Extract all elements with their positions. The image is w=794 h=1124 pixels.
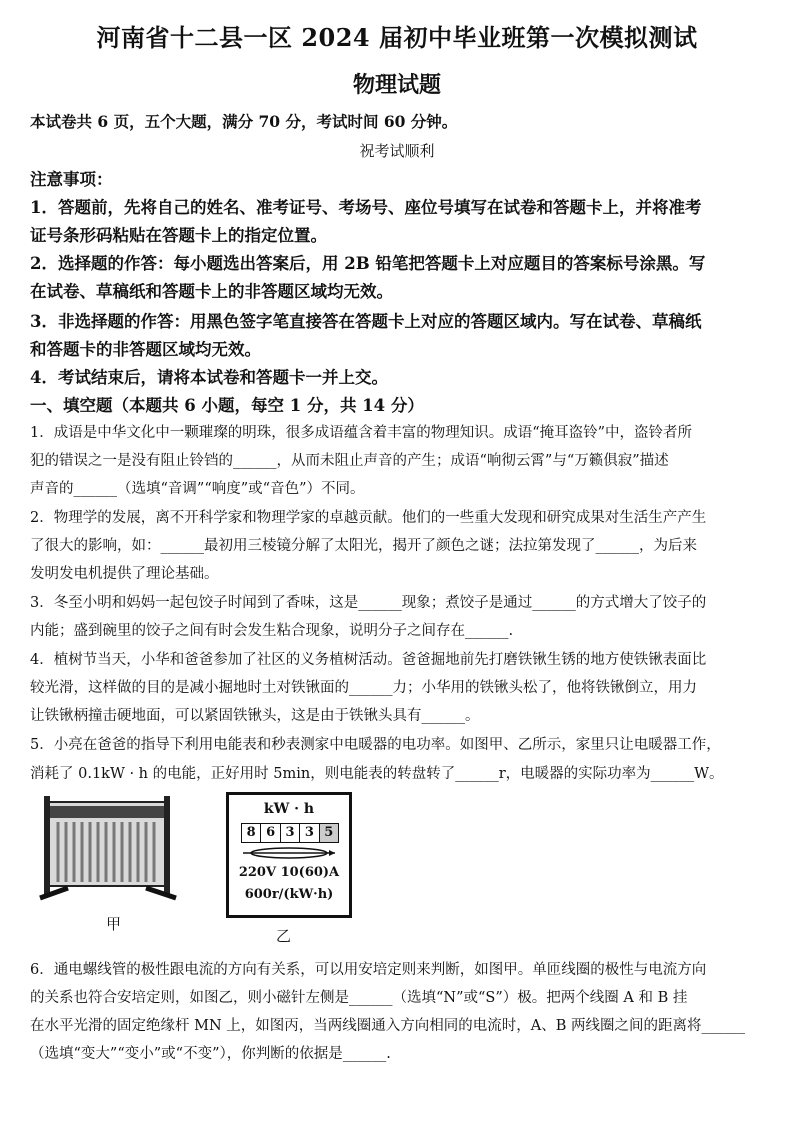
section1-heading: 一、填空题（本题共 6 小题，每空 1 分，共 14 分） — [30, 396, 424, 415]
question-line: 发明发电机提供了理论基础。 — [30, 566, 219, 582]
question-line: 在水平光滑的固定绝缘杆 MN 上，如图丙，当两线圈通入方向相同的电流时，A、B 两线圈之间的距离将______ — [30, 1018, 745, 1034]
notes-line: 在试卷、草稿纸和答题卡上的非答题区域均无效。 — [30, 282, 393, 301]
exam-wish: 祝考试顺利 — [359, 142, 435, 160]
meter-digit: 3 — [281, 824, 300, 842]
notes-line: 4．考试结束后，请将本试卷和答题卡一并上交。 — [30, 368, 388, 387]
question-line: 6．通电螺线管的极性跟电流的方向有关系，可以用安培定则来判断，如图甲。单匝线圈的极性与电流方向 — [30, 962, 707, 978]
exam-subtitle: 物理试题 — [352, 72, 441, 98]
meter-constant: 600r/(kW·h) — [244, 887, 334, 902]
exam-info: 本试卷共 6 页，五个大题，满分 70 分，考试时间 60 分钟。 — [30, 112, 458, 131]
question-line: （选填“变大”“变小”或“不变”），你判断的依据是______. — [30, 1046, 391, 1062]
question-line: 2．物理学的发展，离不开科学家和物理学家的卓越贡献。他们的一些重大发现和研究成果对生活生产产生 — [30, 510, 707, 526]
question-line: 犯的错误之一是没有阻止铃铛的______，从而未阻止声音的产生；成语“响彻云霄”与“万籁俱寂”描述 — [30, 453, 669, 469]
question-line: 声音的______（选填“音调”“响度”或“音色”）不同。 — [30, 481, 365, 497]
meter-disc-icon — [239, 845, 339, 861]
question-line: 的关系也符合安培定则，如图乙，则小磁针左侧是______（选填“N”或“S”）极。把两个线圈 A 和 B 挂 — [30, 990, 688, 1006]
question-line: 4．植树节当天，小华和爸爸参加了社区的义务植树活动。爸爸掘地前先打磨铁锹生锈的地方使铁锹表面比 — [30, 652, 707, 668]
notes-heading: 注意事项： — [30, 170, 113, 189]
meter-label: 乙 — [276, 927, 292, 945]
meter-digit: 5 — [320, 824, 338, 842]
meter-rating: 220V 10(60)A — [238, 865, 340, 880]
notes-line: 和答题卡的非答题区域均无效。 — [30, 340, 261, 359]
notes-line: 3．非选择题的作答：用黑色签字笔直接答在答题卡上对应的答题区域内。写在试卷、草稿纸 — [30, 312, 702, 331]
question-line: 消耗了 0.1kW · h 的电能，正好用时 5min，则电能表的转盘转了______r，电暖器的实际功率为______W。 — [30, 766, 724, 782]
question-line: 了很大的影响，如：______最初用三棱镜分解了太阳光，揭开了颜色之谜；法拉第发现了______，为后来 — [30, 538, 697, 554]
exam-title: 河南省十二县一区 2024 届初中毕业班第一次模拟测试 — [96, 23, 698, 52]
heater-label: 甲 — [106, 915, 122, 933]
question-line: 较光滑，这样做的目的是减小掘地时土对铁锹面的______力；小华用的铁锹头松了，他将铁锹倒立，用力 — [30, 680, 697, 696]
heater-figure — [38, 788, 178, 908]
meter-digit: 8 — [242, 824, 261, 842]
notes-line: 2．选择题的作答：每小题选出答案后，用 2B 铅笔把答题卡上对应题目的答案标号涂黑。写 — [30, 254, 706, 273]
question-line: 让铁锹柄撞击硬地面，可以紧固铁锹头，这是由于铁锹头具有______。 — [30, 708, 480, 724]
notes-line: 1．答题前，先将自己的姓名、准考证号、考场号、座位号填写在试卷和答题卡上，并将准考 — [30, 198, 702, 217]
energy-meter — [226, 792, 352, 918]
meter-digit: 3 — [300, 824, 319, 842]
question-line: 5．小亮在爸爸的指导下利用电能表和秒表测家中电暖器的电功率。如图甲、乙所示，家里只让电暖器工作， — [30, 737, 721, 753]
heater-icon — [38, 788, 178, 908]
meter-unit: kW · h — [263, 801, 315, 817]
question-line: 3．冬至小明和妈妈一起包饺子时闻到了香味，这是______现象；煮饺子是通过______的方式增大了饺子的 — [30, 595, 707, 611]
meter-digit: 6 — [261, 824, 280, 842]
meter-counter — [241, 823, 339, 843]
question-line: 内能；盛到碗里的饺子之间有时会发生粘合现象，说明分子之间存在______. — [30, 623, 514, 639]
notes-line: 证号条形码粘贴在答题卡上的指定位置。 — [30, 226, 327, 245]
question-line: 1．成语是中华文化中一颗璀璨的明珠，很多成语蕴含着丰富的物理知识。成语“掩耳盗铃”中，盗铃者所 — [30, 425, 693, 441]
